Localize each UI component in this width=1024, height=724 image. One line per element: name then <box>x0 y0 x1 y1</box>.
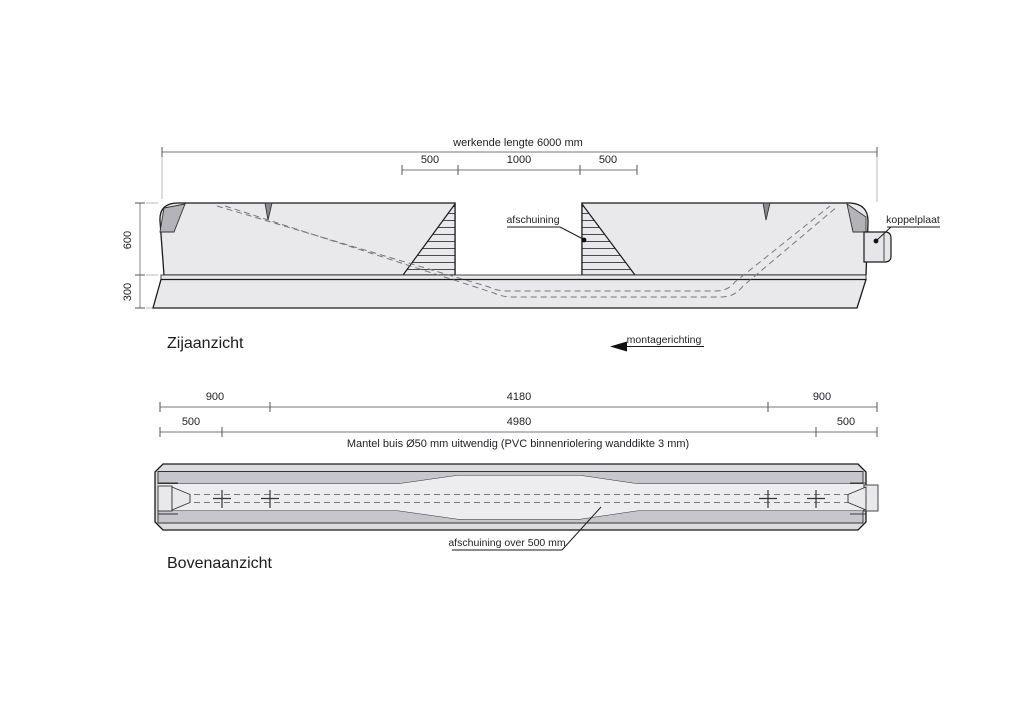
dim-row-900-4180-900 <box>160 391 877 412</box>
dim-4180: 4180 <box>506 391 532 403</box>
mounting-direction <box>610 334 704 352</box>
dim-500-right: 500 <box>836 416 856 428</box>
top-view <box>155 391 878 572</box>
montagerichting-text: montagerichting <box>626 334 702 346</box>
afschuining-text: afschuining <box>506 214 560 226</box>
dim-500-left: 500 <box>181 416 201 428</box>
leader-dot <box>582 238 587 243</box>
label-afschuining <box>506 214 586 242</box>
dim-900-right: 900 <box>812 391 832 403</box>
leader-dot <box>874 239 879 244</box>
side-view-title: Zijaanzicht <box>167 335 244 352</box>
top-view-title: Bovenaanzicht <box>167 555 272 572</box>
ledge-band <box>161 275 866 280</box>
pipe-note: Mantel buis Ø50 mm uitwendig (PVC binnenriolering wanddikte 3 mm) <box>346 438 690 450</box>
dim-4980: 4980 <box>506 416 532 428</box>
coupling-plate <box>864 232 891 262</box>
dim-heights <box>122 203 158 308</box>
koppelplaat-text: koppelplaat <box>886 214 940 226</box>
dim-300: 300 <box>122 282 134 302</box>
dim-600: 600 <box>122 230 134 250</box>
dim-row-500-4980-500 <box>160 416 877 437</box>
side-view <box>122 137 940 352</box>
afschuining-over-500-text: afschuining over 500 mm <box>448 537 566 549</box>
total-length-label: werkende lengte 6000 mm <box>453 137 583 149</box>
dim-1000-middle: 1000 <box>506 154 532 166</box>
direction-arrowhead <box>610 342 627 352</box>
dim-500-right: 500 <box>598 154 618 166</box>
dim-900-left: 900 <box>205 391 225 403</box>
lower-base <box>153 280 866 309</box>
dim-chamfer-row <box>402 154 637 175</box>
dim-total-length <box>162 137 877 202</box>
dim-500-left: 500 <box>420 154 440 166</box>
